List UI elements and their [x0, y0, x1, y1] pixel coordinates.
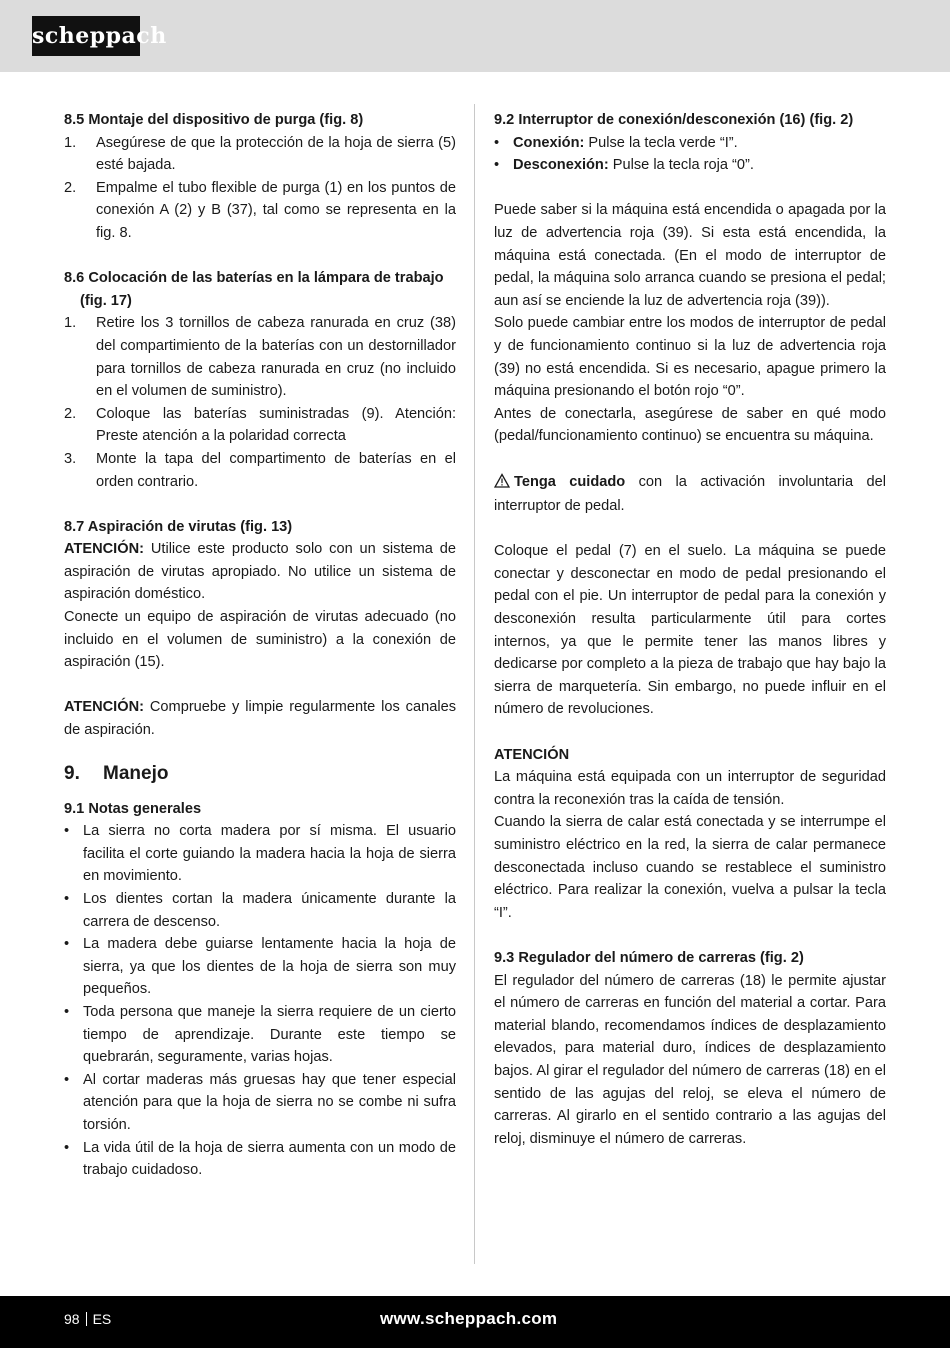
list-item: • La vida útil de la hoja de sierra aumenta con un modo de trabajo cuidadoso.	[64, 1137, 456, 1182]
section-9-2-paragraph: Antes de conectarla, asegúrese de saber en qué modo (pedal/funcionamiento continuo) se encuentra su máquina.	[494, 405, 886, 445]
warning-triangle-icon	[494, 473, 510, 496]
section-8-5-title: 8.5 Montaje del dispositivo de purga (fig. 8)	[64, 112, 364, 128]
right-column	[494, 109, 886, 1150]
list-item: 2. Coloque las baterías suministradas (9). Atención: Preste atención a la polaridad correcta	[64, 405, 456, 445]
section-9-1-title: 9.1 Notas generales	[64, 800, 202, 817]
list-item: 1. Asegúrese de que la protección de la hoja de sierra (5) esté bajada.	[64, 134, 456, 174]
section-9-2-paragraph: Solo puede cambiar entre los modos de interruptor de pedal y de funcionamiento continuo si la luz de advertencia roja (39) no está encendida. Si es necesario, apague primero la máquina presionando el botón rojo “0”.	[494, 315, 886, 400]
section-8-7-paragraph: Conecte un equipo de aspiración de virutas adecuado (no incluido en el volumen de suministro) a la conexión de aspiración (15).	[64, 609, 456, 671]
list-item: 3. Monte la tapa del compartimento de baterías en el orden contrario.	[64, 450, 456, 490]
section-9-2-paragraph: Coloque el pedal (7) en el suelo. La máquina se puede conectar y desconectar en modo de pedal presionando el pedal con el pie. Un interruptor de pedal para la conexión y desconexión resulta particularmente útil para cortes internos, ya que le permite tener las manos libres y dedicarse por completo a la pieza de trabajo que hay bajo la sierra de marquetería. Sin embargo, no puede influir en el número de revoluciones.	[494, 543, 886, 718]
section-9-2-paragraph: La máquina está equipada con un interruptor de seguridad contra la reconexión tras la caída de tensión.	[494, 769, 886, 808]
left-column	[64, 109, 456, 1182]
section-8-7-title: 8.7 Aspiración de virutas (fig. 13)	[64, 518, 293, 535]
section-9-3-paragraph: El regulador del número de carreras (18) le permite ajustar el número de carreras en función del material a cortar. Para material blando, recomendamos índices de desplazamiento elevados, para material duro, índices de desplazamiento bajos. Al girar el regulador del número de carreras (18) en el sentido de las agujas del reloj, se eleva el número de carreras. Al girarlo en el sentido contrario a las agujas del reloj, disminuye el número de carreras.	[494, 972, 886, 1147]
section-8-7-warning: ATENCIÓN: Compruebe y limpie regularmente los canales de aspiración.	[64, 699, 456, 739]
section-9-3-title: 9.3 Regulador del número de carreras (fig. 2)	[494, 949, 804, 966]
list-item: • Los dientes cortan la madera únicamente durante la carrera de descenso.	[64, 888, 456, 933]
list-item: • Al cortar maderas más gruesas hay que tener especial atención para que la hoja de sierra no se combe ni sufra torsión.	[64, 1069, 456, 1137]
list-item: 2. Empalme el tubo flexible de purga (1) en los puntos de conexión A (2) y B (37), tal como se representa en la fig. 8.	[64, 179, 456, 241]
header-band	[0, 0, 950, 72]
page-number: 98 ES	[64, 1311, 112, 1327]
attention-heading: ATENCIÓN	[494, 746, 570, 763]
list-item: 1. Retire los 3 tornillos de cabeza ranurada en cruz (38) del compartimiento de la baterías con un destornillador para tornillos de cabeza ranurada en cruz (no incluido en el volumen de suministro).	[64, 315, 456, 400]
list-item: • Toda persona que maneje la sierra requiere de un cierto tiempo de aprendizaje. Durante este tiempo se quebrarán, seguramente, varias hojas.	[64, 1001, 456, 1069]
list-item: • Desconexión: Pulse la tecla roja “0”.	[494, 154, 886, 177]
footer-band	[0, 1296, 950, 1348]
column-divider	[474, 104, 475, 1264]
section-8-6-title: 8.6 Colocación de las baterías en la lámpara de trabajo (fig. 17)	[64, 270, 444, 309]
list-item: • La sierra no corta madera por sí misma. El usuario facilita el corte guiando la madera hacia la hoja de sierra en movimiento.	[64, 820, 456, 888]
section-9-2-list	[494, 132, 886, 177]
section-9-1-list	[64, 820, 456, 1182]
section-9-2-title: 9.2 Interruptor de conexión/desconexión (16) (fig. 2)	[494, 112, 854, 128]
section-9-2-caution: Tenga cuidado con la activación involuntaria del interruptor de pedal.	[494, 473, 886, 515]
list-item: • La madera debe guiarse lentamente hacia la hoja de sierra, ya que los dientes de la hoja de sierra son muy pequeños.	[64, 933, 456, 1001]
section-8-6-list	[64, 312, 456, 493]
list-item: • Conexión: Pulse la tecla verde “I”.	[494, 132, 886, 155]
section-9-2-paragraph: Cuando la sierra de calar está conectada y se interrumpe el suministro eléctrico en la red, la sierra de calar permanece desconectada incluso cuando se restablece el suministro eléctrico. Para realizar la conexión, vuelva a pulsar la tecla “I”.	[494, 814, 886, 921]
section-9-2-paragraph: Puede saber si la máquina está encendida o apagada por la luz de advertencia roja (39). Si esta está encendida, la máquina está conectada. (En el modo de interruptor de pedal, la máquina solo arranca cuando se presiona el pedal; aun así se enciende la luz de advertencia roja (39)).	[494, 202, 886, 309]
chapter-9-heading: 9. Manejo	[64, 762, 169, 784]
website-link[interactable]: www.scheppach.com	[380, 1309, 558, 1328]
section-8-7-paragraph: ATENCIÓN: Utilice este producto solo con un sistema de aspiración de virutas apropiado. No utilice un sistema de aspiración doméstico.	[64, 541, 456, 603]
scheppach-logo: scheppach	[32, 16, 140, 56]
section-8-5-list	[64, 132, 456, 245]
